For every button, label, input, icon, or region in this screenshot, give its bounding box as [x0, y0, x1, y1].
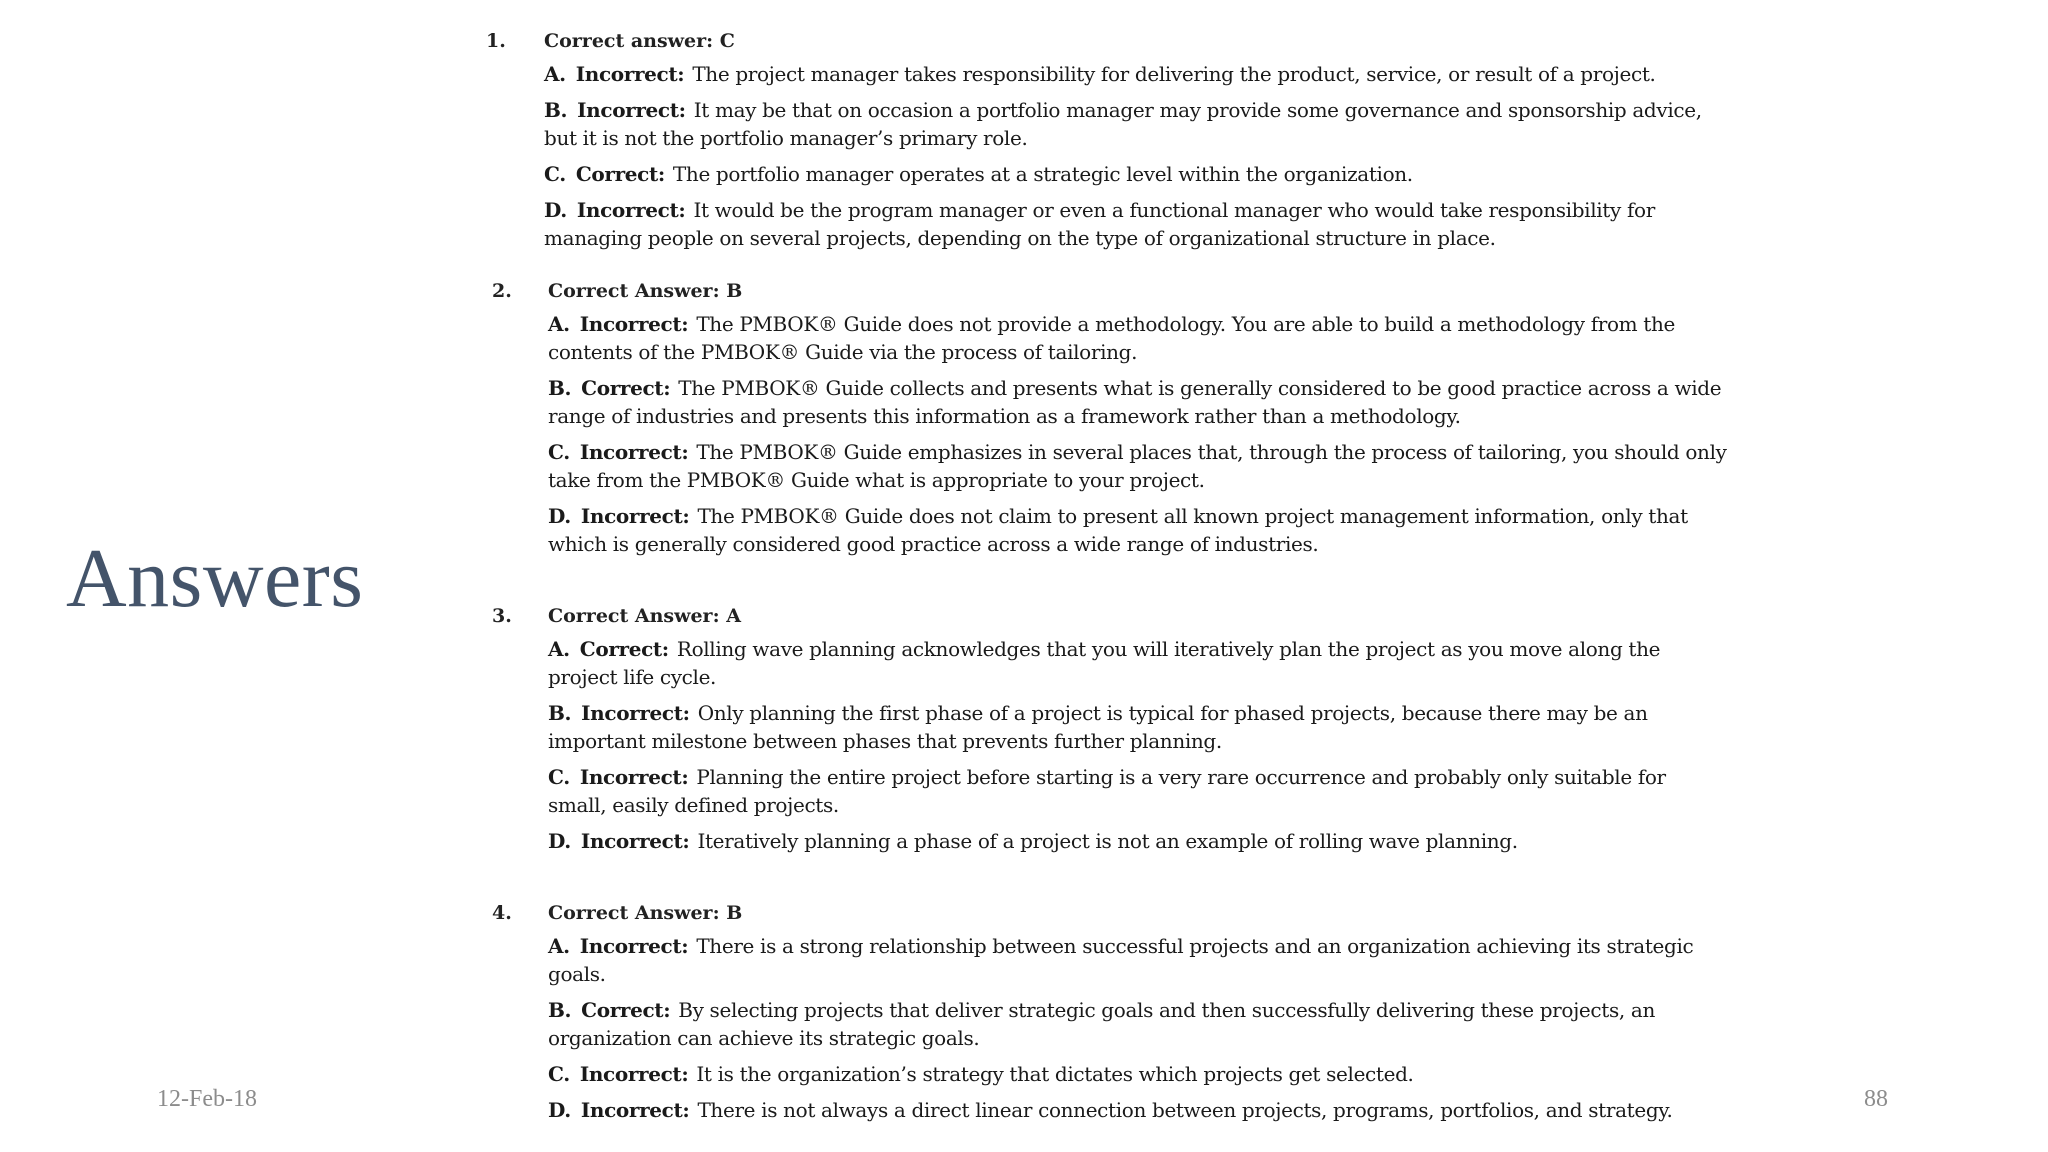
option-letter: C.: [548, 440, 570, 464]
option-verdict: Incorrect:: [581, 701, 690, 725]
option-letter: C.: [548, 1062, 570, 1086]
option-verdict: Incorrect:: [580, 1098, 690, 1122]
answer-option: [548, 932, 1728, 988]
question-header: [470, 902, 1730, 932]
question-4: [470, 902, 1730, 1132]
question-header: [470, 30, 1730, 60]
option-text: It would be the program manager or even a functional manager who would take responsibility for managing people on several projects, depending on the type of organizational structure in place.: [544, 198, 1655, 250]
option-letter: B.: [544, 98, 568, 122]
answer-option: [548, 502, 1728, 558]
correct-answer-label: Correct answer: C: [544, 30, 735, 52]
answer-option: [548, 310, 1728, 366]
option-letter: B.: [548, 998, 572, 1022]
answer-option: [548, 1060, 1728, 1088]
question-header: [470, 280, 1730, 310]
answer-option: [544, 96, 1724, 152]
answer-option: [544, 160, 1724, 188]
option-verdict: Incorrect:: [579, 934, 689, 958]
answer-option: [548, 996, 1728, 1052]
option-verdict: Incorrect:: [576, 198, 686, 222]
answers-image: [470, 0, 1730, 1152]
slide-title: Answers: [66, 532, 364, 625]
question-number: 4.: [492, 902, 512, 924]
option-text: The PMBOK® Guide does not claim to present all known project management information, only that which is generally considered good practice across a wide range of industries.: [548, 504, 1688, 556]
answer-option: [548, 438, 1728, 494]
option-letter: A.: [548, 934, 570, 958]
option-text: Only planning the first phase of a project is typical for phased projects, because there may be an important milestone between phases that prevents further planning.: [548, 701, 1648, 753]
option-letter: C.: [544, 162, 566, 186]
option-verdict: Correct:: [579, 637, 669, 661]
question-number: 2.: [492, 280, 512, 302]
option-text: The PMBOK® Guide emphasizes in several places that, through the process of tailoring, you should only take from the PMBOK® Guide what is appropriate to your project.: [548, 440, 1727, 492]
answer-option: [544, 196, 1724, 252]
question-number: 1.: [486, 30, 506, 52]
answer-option: [548, 635, 1728, 691]
question-1: [470, 30, 1730, 260]
answer-option: [548, 827, 1728, 855]
question-header: [470, 605, 1730, 635]
option-text: By selecting projects that deliver strategic goals and then successfully delivering these projects, an organization can achieve its strategic goals.: [548, 998, 1655, 1050]
option-letter: A.: [548, 312, 570, 336]
option-verdict: Correct:: [581, 998, 671, 1022]
option-text: The PMBOK® Guide does not provide a methodology. You are able to build a methodology from the contents of the PMBOK® Guide via the process of tailoring.: [548, 312, 1675, 364]
answer-option: [548, 699, 1728, 755]
option-verdict: Correct:: [575, 162, 665, 186]
option-letter: A.: [544, 62, 566, 86]
option-text: Iteratively planning a phase of a project is not an example of rolling wave planning.: [697, 829, 1518, 853]
answer-option: [548, 1096, 1728, 1124]
answer-option: [548, 763, 1728, 819]
option-text: It may be that on occasion a portfolio manager may provide some governance and sponsorship advice, but it is not the portfolio manager’s primary role.: [544, 98, 1702, 150]
option-verdict: Incorrect:: [577, 98, 686, 122]
option-text: There is a strong relationship between successful projects and an organization achieving its strategic goals.: [548, 934, 1694, 986]
option-letter: B.: [548, 376, 572, 400]
answer-option: [548, 374, 1728, 430]
slide-page-number: 88: [1864, 1086, 1888, 1112]
option-verdict: Incorrect:: [579, 1062, 689, 1086]
slide-date: 12-Feb-18: [157, 1086, 257, 1112]
option-letter: D.: [548, 504, 571, 528]
answer-option: [544, 60, 1724, 88]
option-verdict: Incorrect:: [580, 829, 690, 853]
correct-answer-label: Correct Answer: B: [548, 280, 743, 302]
option-verdict: Incorrect:: [580, 504, 690, 528]
option-letter: D.: [544, 198, 567, 222]
option-letter: C.: [548, 765, 570, 789]
question-2: [470, 280, 1730, 566]
option-text: The PMBOK® Guide collects and presents what is generally considered to be good practice across a wide range of industries and presents this information as a framework rather than a methodology.: [548, 376, 1722, 428]
option-text: The project manager takes responsibility for delivering the product, service, or result of a project.: [692, 62, 1656, 86]
option-text: Planning the entire project before starting is a very rare occurrence and probably only suitable for small, easily defined projects.: [548, 765, 1666, 817]
option-verdict: Correct:: [581, 376, 671, 400]
option-letter: B.: [548, 701, 572, 725]
option-verdict: Incorrect:: [575, 62, 685, 86]
correct-answer-label: Correct Answer: A: [548, 605, 741, 627]
option-text: The portfolio manager operates at a strategic level within the organization.: [672, 162, 1413, 186]
option-letter: D.: [548, 829, 571, 853]
option-verdict: Incorrect:: [579, 765, 689, 789]
option-verdict: Incorrect:: [579, 312, 689, 336]
option-letter: D.: [548, 1098, 571, 1122]
question-3: [470, 605, 1730, 863]
option-letter: A.: [548, 637, 570, 661]
correct-answer-label: Correct Answer: B: [548, 902, 743, 924]
option-text: It is the organization’s strategy that dictates which projects get selected.: [696, 1062, 1414, 1086]
question-number: 3.: [492, 605, 512, 627]
option-text: There is not always a direct linear connection between projects, programs, portfolios, and strategy.: [697, 1098, 1673, 1122]
option-verdict: Incorrect:: [579, 440, 689, 464]
option-text: Rolling wave planning acknowledges that you will iteratively plan the project as you move along the project life cycle.: [548, 637, 1661, 689]
